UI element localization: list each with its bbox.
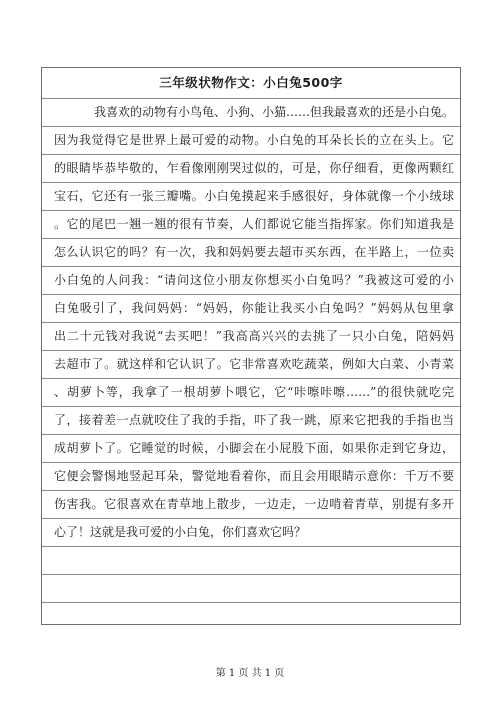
essay-line: 伤害我。它很喜欢在青草地上散步，一边走，一边啃着青草，别提有多开: [54, 497, 454, 511]
essay-sheet: [41, 67, 461, 625]
essay-line: 怎么认识它的吗？有一次，我和妈妈要去超市买东西，在半路上，一位卖: [54, 245, 454, 259]
essay-line: 的眼睛毕恭毕敬的，乍看像刚刚哭过似的，可是，你仔细看，更像两颗红: [54, 161, 454, 175]
essay-title: 三年级状物作文：小白兔500字: [159, 75, 343, 90]
row-divider: [42, 602, 460, 603]
essay-line: 出二十元钱对我说“去买吧！”我高高兴兴的去挑了一只小白兔，陪妈妈: [54, 329, 454, 343]
essay-line: 宝石，它还有一张三瓣嘴。小白兔摸起来手感很好，身体就像一个小绒球: [54, 189, 454, 203]
essay-line: 成胡萝卜了。它睡觉的时候，小脚会在小屁股下面，如果你走到它身边，: [54, 441, 454, 455]
essay-line: 。它的尾巴一翘一翘的很有节奏，人们都说它能当指挥家。你们知道我是: [54, 217, 454, 231]
essay-line: 了，接着差一点就咬住了我的手指，吓了我一跳，原来它把我的手指也当: [54, 413, 454, 427]
row-divider: [42, 574, 460, 575]
essay-line: 心了！这就是我可爱的小白兔，你们喜欢它吗？: [54, 525, 307, 539]
page-number: 第 1 页 共 1 页: [215, 668, 285, 679]
essay-line: 因为我觉得它是世界上最可爱的动物。小白兔的耳朵长长的立在头上。它: [54, 133, 454, 147]
essay-line: 我喜欢的动物有小鸟龟、小狗、小猫……但我最喜欢的还是小白兔。: [94, 105, 454, 119]
essay-line: 去超市了。就这样和它认识了。它非常喜欢吃蔬菜，例如大白菜、小青菜: [54, 357, 454, 371]
essay-line: 白兔吸引了，我问妈妈：“妈妈，你能让我买小白兔吗？”妈妈从包里拿: [54, 301, 454, 315]
essay-line: 小白兔的人问我：“请问这位小朋友你想买小白兔吗？”我被这可爱的小: [54, 273, 454, 287]
essay-line: 它便会警惕地竖起耳朵，警觉地看着你，而且会用眼睛示意你：千万不要: [54, 469, 454, 483]
essay-line: 、胡萝卜等，我拿了一根胡萝卜喂它，它“咔嚓咔嚓……”的很快就吃完: [54, 385, 454, 399]
row-divider: [42, 546, 460, 547]
